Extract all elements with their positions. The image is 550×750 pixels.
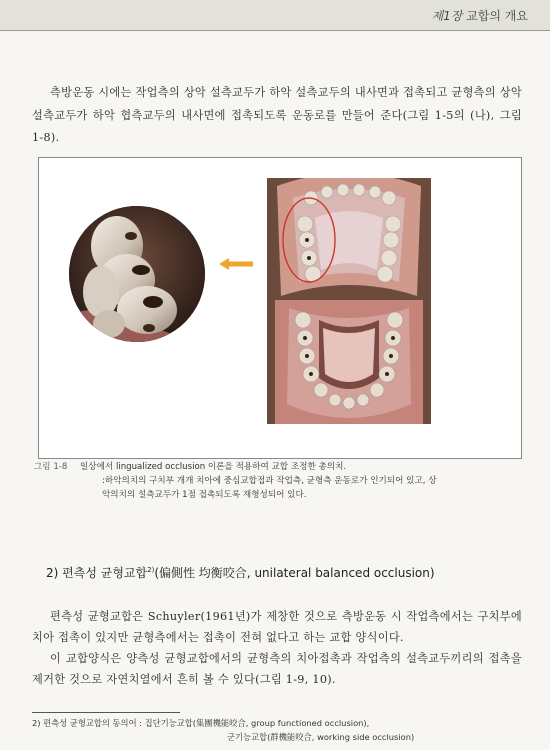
body-paragraph-2: [32, 606, 522, 690]
figure-caption: [34, 460, 504, 502]
header-divider: [0, 30, 550, 31]
footnote-rule: [32, 712, 180, 713]
caption-label: 그림 1-8: [34, 462, 68, 472]
paragraph-text: 이 교합양식은 양측성 균형교합에서의 균형측의 치아접촉과 작업측의 설측교두끼리의 접촉을 제거한 것으로 자연치열에서 흔히 볼 수 있다(그림 1-9, 10).: [32, 652, 522, 686]
paragraph-text: 측방운동 시에는 작업측의 상악 설측교두가 하악 설측교두의 내사면과 접촉되고 균형측의 상악 설측교두가 하악 협측교두의 내사면에 접촉되도록 운동로를 만들어 준다(그림 1-5의 (나), 그림 1-8).: [32, 86, 522, 144]
chapter-number: 제1장: [431, 9, 463, 23]
arrow-left-icon: [219, 258, 253, 270]
footnote-line-2: 군기능교합(群機能咬合, working side occlusion): [227, 732, 415, 742]
caption-sub-1: :하악의치의 구치부 개개 치아에 중심교합접과 작업측, 균형측 운동로가 인기되어 있고, 상: [102, 476, 437, 486]
closeup-teeth-photo: [69, 206, 205, 342]
paragraph-text: 편측성 균형교합은 Schuyler(1961년)가 제창한 것으로 측방운동 시 작업측에서는 구치부에 치아 접촉이 있지만 균형측에서는 접촉이 전혀 없다고 하는 교합 양식이다.: [32, 610, 522, 644]
footnote-line-1: 2) 편측성 균형교합의 동의어 : 집단기능교합(集團機能咬合, group functioned occlusion),: [32, 718, 370, 728]
footnote-mark: 2): [147, 566, 155, 574]
caption-main: 일상에서 lingualized occlusion 이론을 적용하여 교합 조정한 총의치.: [80, 462, 347, 472]
section-heading: [46, 564, 435, 581]
caption-sub-2: 악의치의 설측교두가 1점 접촉되도록 재형성되어 있다.: [102, 490, 307, 500]
chapter-title: 교합의 개요: [466, 9, 528, 23]
denture-occlusal-photo: [267, 178, 431, 424]
section-number: 2): [46, 566, 59, 580]
section-title-rest: (偏側性 均衡咬合, unilateral balanced occlusion): [154, 566, 435, 580]
section-title-ko: 편측성 균형교합: [62, 566, 148, 580]
body-paragraph-1: [32, 82, 522, 150]
figure-1-8: [38, 157, 522, 459]
footnote: [32, 716, 522, 744]
running-head: [432, 7, 528, 24]
